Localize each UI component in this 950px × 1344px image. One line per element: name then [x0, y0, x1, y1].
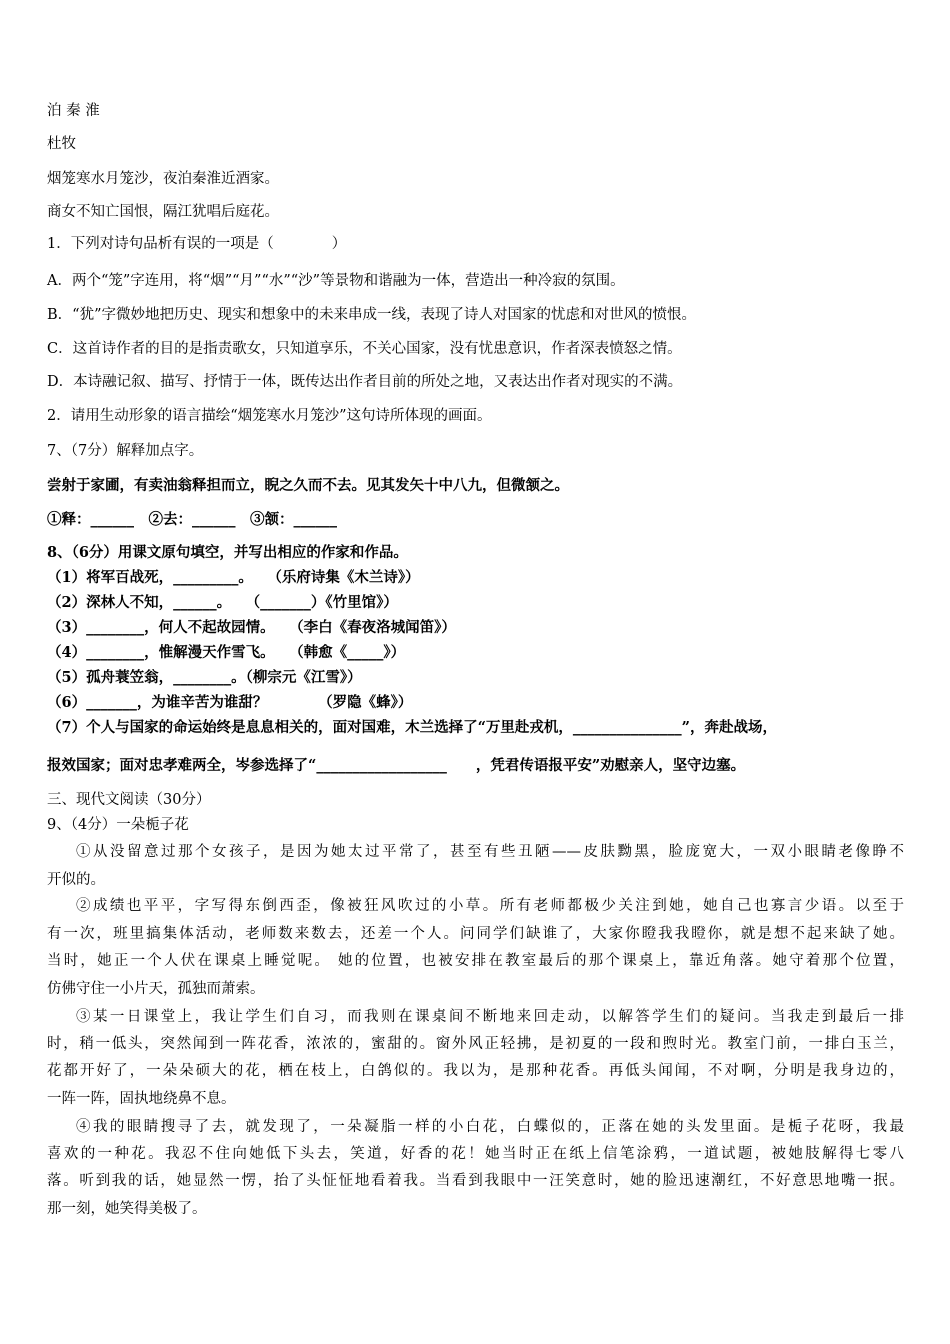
poem-line: 烟笼寒水月笼沙，夜泊秦淮近酒家。: [47, 171, 279, 187]
paragraph-line: 有一次，班里搞集体活动，老师数来数去，还差一个人。问同学们缺谁了，大家你瞪我我瞪你，就是想不起来缺了她。: [47, 926, 904, 942]
question-8-heading: 8、（6分）用课文原句填空，并写出相应的作家和作品。: [47, 544, 408, 561]
paragraph-line: 一阵一阵，固执地绕鼻不息。: [47, 1091, 236, 1107]
question-1-option-d: D．本诗融记叙、描写、抒情于一体，既传达出作者目前的所处之地，又表达出作者对现实的不满。: [47, 374, 683, 390]
question-8-item: （2）深林人不知，______。 （_______）《竹里馆》）: [47, 594, 398, 611]
question-8-item: 报效国家；面对忠孝难两全，岑参选择了“__________________ ，凭君传语报平安”劝慰亲人，坚守边塞。: [47, 757, 746, 774]
question-8-item: （7）个人与国家的命运始终是息息相关的，面对国难，木兰选择了“万里赴戎机，_______________”，奔赴战场，: [47, 719, 778, 736]
poem-title: 泊 秦 淮: [47, 103, 100, 119]
question-1-option-a: A．两个“笼”字连用，将“烟”“月”“水”“沙”等景物和谐融为一体，营造出一种冷寂的氛围。: [47, 273, 625, 289]
paragraph-line: ③某一日课堂上，我让学生们自习，而我则在课桌间不断地来回走动，以解答学生们的疑问。当我走到最后一排: [76, 1009, 904, 1025]
paragraph-line: 落。听到我的话，她显然一愣，抬了头怔怔地看着我。当看到我眼中一汪笑意时，她的脸迅速潮红，不好意思地嘴一抿。: [47, 1173, 904, 1189]
section-3-heading: 三、现代文阅读（30分）: [47, 792, 211, 808]
paragraph-line: ②成绩也平平，字写得东倒西歪，像被狂风吹过的小草。所有老师都极少关注到她，她自己也寡言少语。以至于: [76, 898, 904, 914]
question-7-heading: 7、（7分）解释加点字。: [47, 443, 204, 459]
paragraph-line: 花都开好了，一朵朵硕大的花，栖在枝上，白鸽似的。我以为，是那种花香。再低头闻闻，不对啊，分明是我身边的，: [47, 1063, 904, 1079]
question-1-option-b: B．“犹”字微妙地把历史、现实和想象中的未来串成一线，表现了诗人对国家的忧虑和对世风的愤恨。: [47, 307, 696, 323]
poem-author: 杜牧: [47, 136, 76, 152]
paragraph-line: 仿佛守住一小片天，孤独而萧索。: [47, 981, 265, 997]
question-8-item: （3）________，何人不起故园情。 （李白《春夜洛城闻笛》）: [47, 619, 456, 636]
question-9-heading: 9、（4分）一朵栀子花: [47, 817, 189, 833]
paragraph-line: ④我的眼睛搜寻了去，就发现了，一朵凝脂一样的小白花，白蝶似的，正落在她的头发里面。是栀子花呀，我最: [76, 1119, 904, 1135]
question-7-blanks: ①释：______ ②去：______ ③颔：______: [47, 511, 337, 528]
question-1-option-c: C．这首诗作者的目的是指责歌女，只知道享乐，不关心国家，没有忧患意识，作者深表愤怒之情。: [47, 341, 682, 357]
question-8-item: （4）________，惟解漫天作雪飞。 （韩愈《_____》）: [47, 644, 406, 661]
paragraph-line: ①从没留意过那个女孩子，是因为她太过平常了，甚至有些丑陋——皮肤黝黑，脸庞宽大，一双小眼睛老像睁不: [76, 844, 904, 860]
question-1-stem: 1．下列对诗句品析有误的一项是（ ）: [47, 236, 347, 252]
question-8-item: （5）孤舟蓑笠翁，________。（柳宗元《江雪》）: [47, 669, 362, 686]
paragraph-line: 那一刻，她笑得美极了。: [47, 1201, 207, 1217]
question-8-item: （1）将军百战死，_________。 （乐府诗集《木兰诗》）: [47, 569, 420, 586]
poem-line: 商女不知亡国恨，隔江犹唱后庭花。: [47, 204, 279, 220]
question-2: 2．请用生动形象的语言描绘“烟笼寒水月笼沙”这句诗所体现的画面。: [47, 408, 492, 424]
question-8-item: （6）_______，为谁辛苦为谁甜？ （罗隐《蜂》）: [47, 694, 413, 711]
paragraph-line: 开似的。: [47, 872, 105, 888]
paragraph-line: 当时，她正一个人伏在课桌上睡觉呢。 她的位置，也被安排在教室最后的那个课桌上，靠近角落。她守着那个位置，: [47, 953, 904, 969]
paragraph-line: 时，稍一低头，突然闻到一阵花香，浓浓的，蜜甜的。窗外风正轻拂，是初夏的一段和煦时光。教室门前，一排白玉兰，: [47, 1036, 904, 1052]
question-7-text: 尝射于家圃，有卖油翁释担而立，睨之久而不去。见其发矢十中八九，但微颔之。: [47, 477, 569, 494]
paragraph-line: 喜欢的一种花。我忍不住向她低下头去，笑道，好香的花！她当时正在纸上信笔涂鸦，一道试题，被她肢解得七零八: [47, 1146, 904, 1162]
